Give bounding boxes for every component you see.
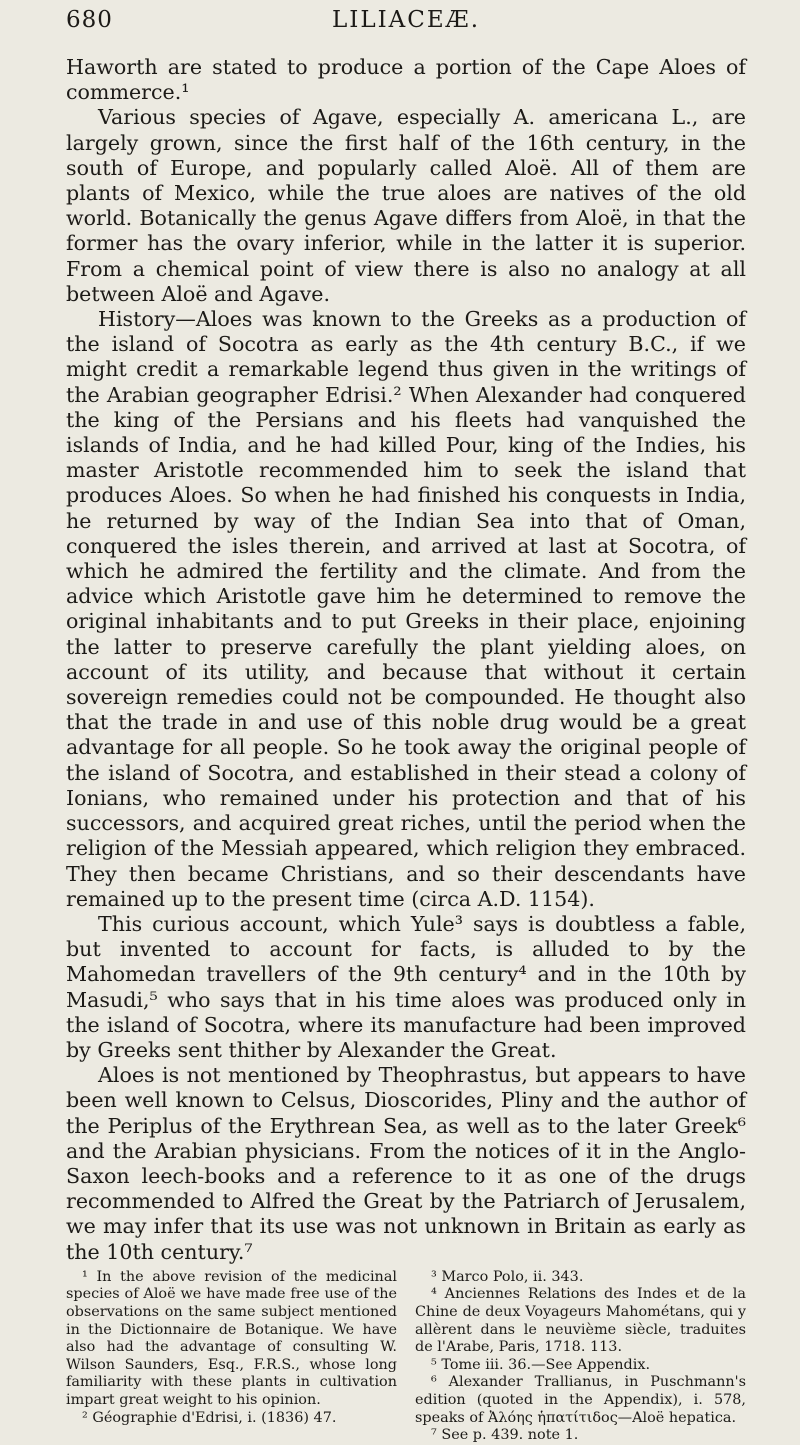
body-text — [66, 55, 746, 1265]
footnote: ² Géographie d'Edrisi, i. (1836) 47. — [82, 1409, 337, 1426]
running-title: LILIACEÆ. — [331, 7, 481, 33]
footnote: ⁷ See p. 439. note 1. — [431, 1427, 579, 1444]
footnotes — [66, 1269, 746, 1445]
paragraph: History—Aloes was known to the Greeks as a production of the island of Socotra as early as the 4th century B.C., if we might credit a remarkable legend thus given in the writings of the Arabian geographer Edrisi.² When Alexander had conquered the king of the Persians and his fleets had vanquished the islands of India, and he had killed Pour, king of the Indies, his master Aristotle recommended him to seek the island that produces Aloes. So when he had finished his conquests in India, he returned by way of the Indian Sea into that of Oman, conquered the isles therein, and arrived at last at Socotra, of which he admired the fertility and the climate. And from the advice which Aristotle gave him he determined to remove the original inhabitants and to put Greeks in their place, enjoining the latter to preserve carefully the plant yielding aloes, on account of its utility, and because that without it certain sovereign remedies could not be compounded. He thought also that the trade in and use of this noble drug would be a great advantage for all people. So he took away the original people of the island of Socotra, and established in their stead a colony of Ionians, who remained under his protection and that of his successors, and acquired great riches, until the period when the religion of the Messiah appeared, which religion they embraced. They then became Christians, and so their descendants have remained up to the present time (circa A.D. 1154). — [66, 307, 746, 911]
footnote: ⁴ Anciennes Relations des Indes et de la Chine de deux Voyageurs Mahométans, qui y allèrent dans le neuvième siècle, traduites de l'Arabe, Paris, 1718. 113. — [415, 1286, 746, 1356]
paragraph: Haworth are stated to produce a portion of the Cape Aloes of commerce.¹ — [66, 55, 746, 105]
footnote: ³ Marco Polo, ii. 343. — [431, 1268, 584, 1285]
footnote: ⁶ Alexander Trallianus, in Puschmann's edition (quoted in the Appendix), i. 578, speaks of Ἀλόης ἡπατίτιδος—Aloë hepatica. — [415, 1374, 746, 1426]
page-header — [66, 0, 746, 41]
paragraph: This curious account, which Yule³ says is doubtless a fable, but invented to account for facts, is alluded to by the Mahomedan travellers of the 9th century⁴ and in the 10th by Masudi,⁵ who says that in his time aloes was produced only in the island of Socotra, where its manufacture had been improved by Greeks sent thither by Alexander the Great. — [66, 911, 746, 1062]
page-number: 680 — [66, 7, 113, 33]
footnotes-left-column — [66, 1269, 397, 1445]
paragraph: Various species of Agave, especially A. americana L., are largely grown, since the first half of the 16th century, in the south of Europe, and popularly called Aloë. All of them are plants of Mexico, while the true aloes are natives of the old world. Botanically the genus Agave differs from Aloë, in that the former has the ovary inferior, while in the latter it is superior. From a chemical point of view there is also no analogy at all between Aloë and Agave. — [66, 105, 746, 306]
footnotes-right-column — [415, 1269, 746, 1445]
paragraph: Aloes is not mentioned by Theophrastus, but appears to have been well known to Celsus, Dioscorides, Pliny and the author of the Periplus of the Erythrean Sea, as well as to the later Greek⁶ and the Arabian physicians. From the notices of it in the Anglo-Saxon leech-books and a reference to it as one of the drugs recommended to Alfred the Great by the Patriarch of Jerusalem, we may infer that its use was not unknown in Britain as early as the 10th century.⁷ — [66, 1063, 746, 1264]
footnote: ⁵ Tome iii. 36.—See Appendix. — [431, 1356, 651, 1373]
footnote: ¹ In the above revision of the medicinal species of Aloë we have made free use of the observations on the same subject mentioned in the Dictionnaire de Botanique. We have also had the advantage of consulting W. Wilson Saunders, Esq., F.R.S., whose long familiarity with these plants in cultivation impart great weight to his opinion. — [66, 1268, 397, 1408]
